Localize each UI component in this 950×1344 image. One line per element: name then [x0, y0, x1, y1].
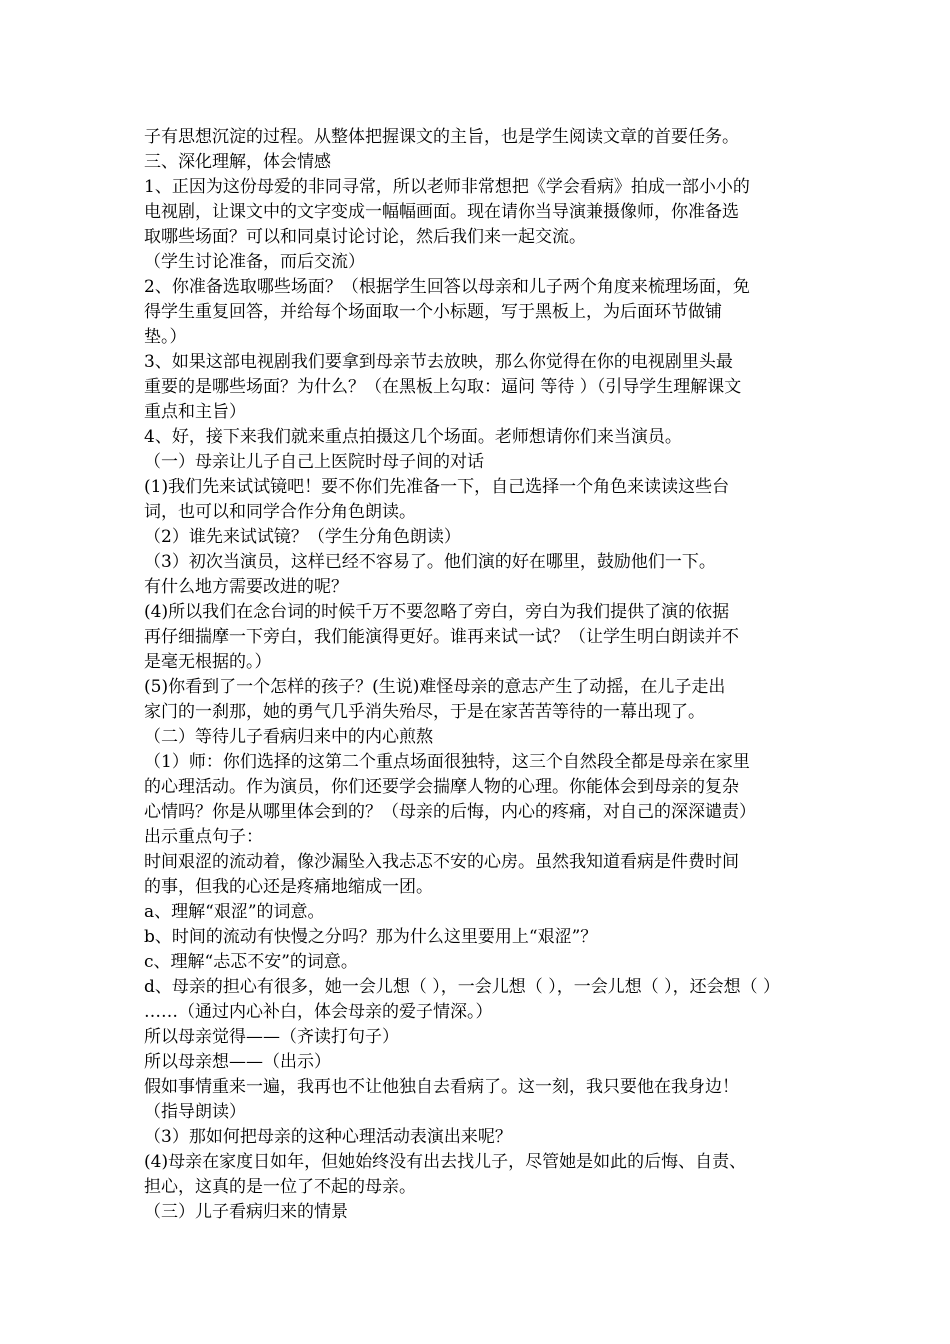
text-line: (4)所以我们在念台词的时候千万不要忽略了旁白，旁白为我们提供了演的依据 [144, 602, 730, 622]
text-line: （一）母亲让儿子自己上医院时母子间的对话 [144, 452, 484, 472]
text-line: 出示重点句子： [144, 827, 263, 847]
text-line: 所以母亲觉得——（齐读打句子） [144, 1027, 399, 1047]
text-line: 有什么地方需要改进的呢？ [144, 577, 348, 597]
text-line: 2、你准备选取哪些场面？（根据学生回答以母亲和儿子两个角度来梳理场面，免 [144, 277, 750, 297]
text-line: 所以母亲想——（出示） [144, 1052, 331, 1072]
text-line: 假如事情重来一遍，我再也不让他独自去看病了。这一刻，我只要他在我身边！ [144, 1077, 739, 1097]
text-line: 取哪些场面？可以和同桌讨论讨论，然后我们来一起交流。 [144, 227, 586, 247]
text-line: (4)母亲在家度日如年，但她始终没有出去找儿子，尽管她是如此的后悔、自责、 [144, 1152, 747, 1172]
text-line: 的心理活动。作为演员，你们还要学会揣摩人物的心理。你能体会到母亲的复杂 [144, 777, 739, 797]
document-body [144, 125, 816, 1225]
text-line: （3）那如何把母亲的这种心理活动表演出来呢？ [144, 1127, 512, 1147]
text-line: ……（通过内心补白，体会母亲的爱子情深。） [144, 1002, 493, 1022]
text-line: 垫。） [144, 327, 187, 347]
text-line: (5)你看到了一个怎样的孩子？(生说)难怪母亲的意志产生了动摇，在儿子走出 [144, 677, 726, 697]
text-line: b、时间的流动有快慢之分吗？那为什么这里要用上“艰涩”？ [144, 927, 598, 947]
text-line: 3、如果这部电视剧我们要拿到母亲节去放映，那么你觉得在你的电视剧里头最 [144, 352, 733, 372]
text-line: 词，也可以和同学合作分角色朗读。 [144, 502, 416, 522]
text-line: 重要的是哪些场面？为什么？（在黑板上勾取：逼问 等待 ）（引导学生理解课文 [144, 377, 742, 397]
text-line: （三）儿子看病归来的情景 [144, 1202, 348, 1222]
text-line: 的事，但我的心还是疼痛地缩成一团。 [144, 877, 433, 897]
text-line: a、理解“艰涩”的词意。 [144, 902, 325, 922]
text-line: （1）师：你们选择的这第二个重点场面很独特，这三个自然段全都是母亲在家里 [144, 752, 750, 772]
text-line: 电视剧，让课文中的文字变成一幅幅画面。现在请你当导演兼摄像师，你准备选 [144, 202, 739, 222]
text-line: 是毫无根据的。） [144, 652, 272, 672]
text-line: 时间艰涩的流动着，像沙漏坠入我忐忑不安的心房。虽然我知道看病是件费时间 [144, 852, 739, 872]
text-line: 重点和主旨） [144, 402, 246, 422]
text-line: d、母亲的担心有很多，她一会儿想（ ），一会儿想（ ），一会儿想（ ），还会想（ ） [144, 977, 780, 997]
text-line: c、理解“忐忑不安”的词意。 [144, 952, 358, 972]
text-line: 1、正因为这份母爱的非同寻常，所以老师非常想把《学会看病》拍成一部小小的 [144, 177, 750, 197]
text-line: （指导朗读） [144, 1102, 246, 1122]
text-line: 心情吗？你是从哪里体会到的？（母亲的后悔，内心的疼痛，对自己的深深谴责） [144, 802, 756, 822]
text-line: 得学生重复回答，并给每个场面取一个小标题，写于黑板上，为后面环节做铺 [144, 302, 722, 322]
text-line: 担心，这真的是一位了不起的母亲。 [144, 1177, 416, 1197]
text-line: （2）谁先来试试镜？（学生分角色朗读） [144, 527, 461, 547]
text-line: （二）等待儿子看病归来中的内心煎熬 [144, 727, 433, 747]
text-line: 再仔细揣摩一下旁白，我们能演得更好。谁再来试一试？（让学生明白朗读并不 [144, 627, 739, 647]
text-line: 三、深化理解，体会情感 [144, 152, 331, 172]
text-line: 子有思想沉淀的过程。从整体把握课文的主旨，也是学生阅读文章的首要任务。 [144, 127, 739, 147]
text-line: (1)我们先来试试镜吧！要不你们先准备一下，自己选择一个角色来读读这些台 [144, 477, 730, 497]
text-line: （3）初次当演员，这样已经不容易了。他们演的好在哪里，鼓励他们一下。 [144, 552, 716, 572]
text-line: （学生讨论准备，而后交流） [144, 252, 365, 272]
text-line: 家门的一刹那，她的勇气几乎消失殆尽，于是在家苦苦等待的一幕出现了。 [144, 702, 705, 722]
text-line: 4、好，接下来我们就来重点拍摄这几个场面。老师想请你们来当演员。 [144, 427, 682, 447]
